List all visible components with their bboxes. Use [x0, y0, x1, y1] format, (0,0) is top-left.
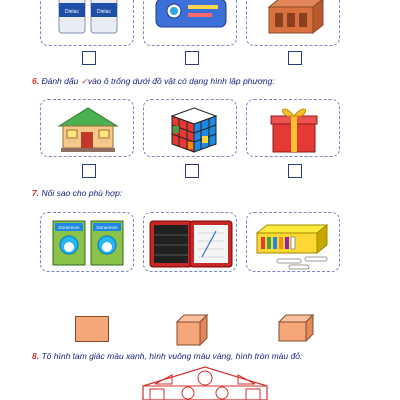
milk-cans-image [41, 0, 134, 46]
chalk-box-image [247, 213, 340, 272]
notebooks-card [40, 212, 134, 272]
cube-shape[interactable] [176, 314, 208, 346]
question-8-number: 8. [32, 351, 40, 361]
brick-card [246, 0, 340, 46]
question-6 [32, 76, 275, 87]
pencil-box-card [143, 0, 237, 46]
house-money-box-card [40, 99, 134, 157]
coloring-house-svg [140, 366, 270, 400]
rubiks-cube-card [143, 99, 237, 157]
question-7 [32, 188, 122, 198]
slate-board-image [144, 213, 237, 272]
notebooks-image [41, 213, 134, 272]
book-label-2: Doraemon [96, 225, 118, 230]
slate-board-card [143, 212, 237, 272]
checkbox-brick[interactable] [288, 51, 302, 65]
coloring-house-figure[interactable] [140, 366, 270, 400]
milk-can-label-2: Dielac [97, 9, 111, 15]
checkbox-house-money-box[interactable] [82, 164, 96, 178]
chalk-box-card [246, 212, 340, 272]
brick-image [247, 0, 340, 46]
question-7-text: Nối sao cho phù hợp: [41, 188, 123, 198]
rectangular-prism-shape[interactable] [278, 314, 314, 342]
rubiks-cube-image [144, 100, 237, 157]
milk-cans-card [40, 0, 134, 46]
checkbox-milk-cans[interactable] [82, 51, 96, 65]
gift-box-card [246, 99, 340, 157]
question-7-number: 7. [32, 188, 40, 198]
question-6-text-after: vào ô trống dưới đồ vật có dạng hình lập phương: [87, 76, 275, 86]
question-6-text-before: Đánh dấu [41, 76, 81, 86]
book-label-1: Doraemon [58, 225, 80, 230]
checkbox-gift-box[interactable] [288, 164, 302, 178]
tick-icon: ✓ [80, 76, 88, 86]
question-8-text: Tô hình tam giác màu xanh, hình vuông màu vàng, hình tròn màu đỏ: [41, 351, 303, 361]
checkbox-pencil-box[interactable] [185, 51, 199, 65]
gift-box-image [247, 100, 340, 157]
house-money-box-image [41, 100, 134, 157]
rectangle-shape[interactable] [75, 316, 109, 342]
question-8 [32, 351, 302, 361]
milk-can-label-1: Dielac [65, 9, 79, 15]
pencil-box-image [144, 0, 237, 46]
checkbox-rubiks-cube[interactable] [185, 164, 199, 178]
question-6-number: 6. [32, 76, 40, 86]
